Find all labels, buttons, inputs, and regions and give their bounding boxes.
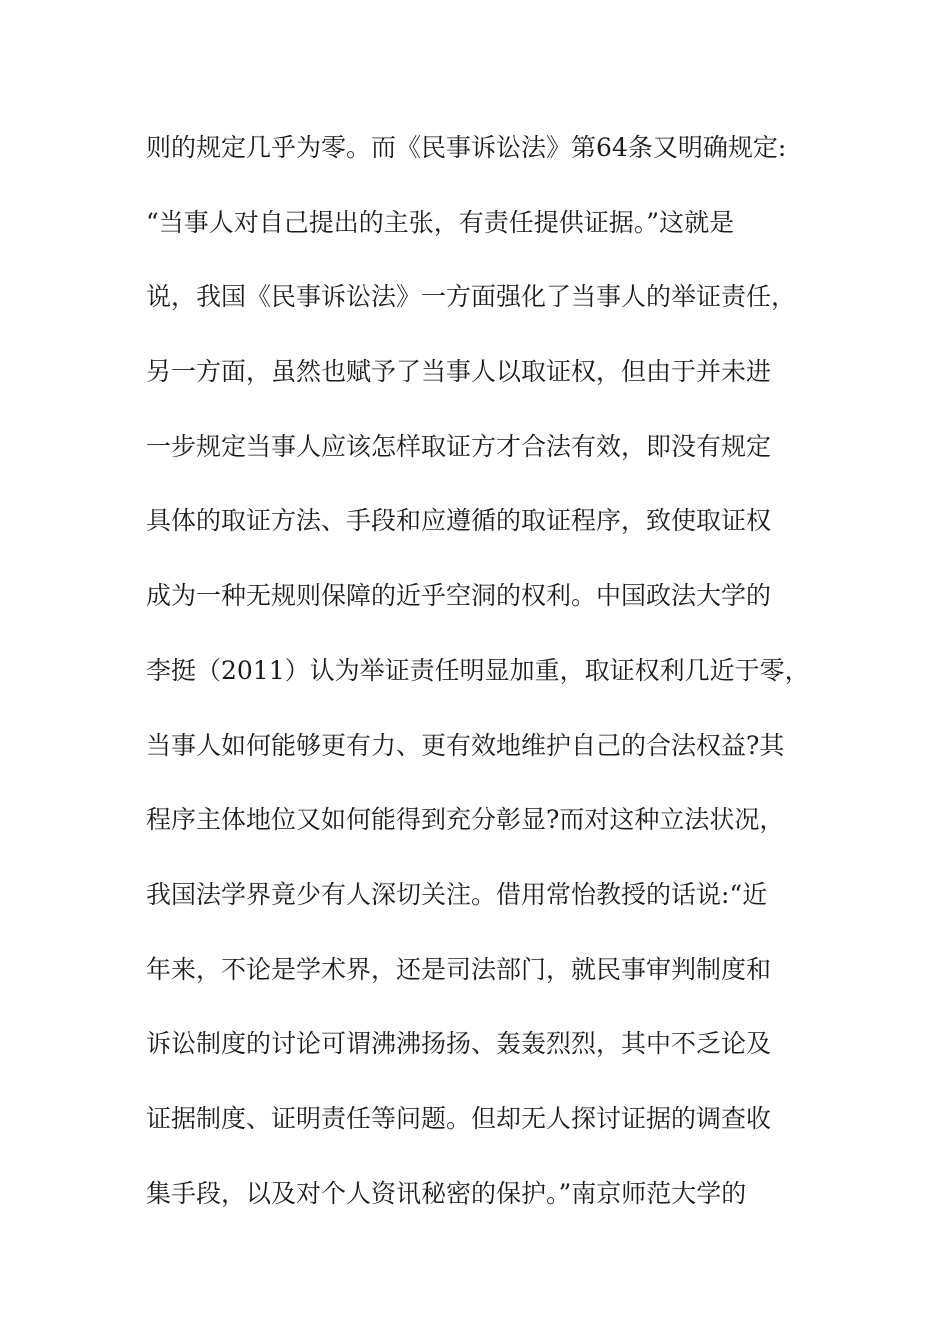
text-line: 成为一种无规则保障的近乎空洞的权利。中国政法大学的 (146, 581, 772, 611)
text-line: 诉讼制度的讨论可谓沸沸扬扬、轰轰烈烈，其中不乏论及 (146, 1029, 772, 1059)
text-line: 具体的取证方法、手段和应遵循的取证程序，致使取证权 (146, 506, 772, 536)
text-line: 则的规定几乎为零。而《民事诉讼法》第64条又明确规定: (146, 133, 787, 162)
text-line: 证据制度、证明责任等问题。但却无人探讨证据的调查收 (146, 1103, 772, 1133)
text-line: 当事人如何能够更有力、更有效地维护自己的合法权益?其 (146, 730, 785, 760)
text-line: 说，我国《民事诉讼法》一方面强化了当事人的举证责任， (146, 282, 797, 312)
text-line: 集手段，以及对个人资讯秘密的保护。”南京师范大学的 (146, 1178, 747, 1208)
text-line: 程序主体地位又如何能得到充分彰显?而对这种立法状况， (146, 805, 785, 835)
text-line: 年来，不论是学术界，还是司法部门，就民事审判制度和 (146, 954, 772, 984)
text-line: 另一方面，虽然也赋予了当事人以取证权，但由于并未进 (146, 357, 772, 387)
text-line: 我国法学界竟少有人深切关注。借用常怡教授的话说:“近 (146, 879, 768, 909)
body-paragraph (146, 124, 810, 1244)
text-line: 一步规定当事人应该怎样取证方才合法有效，即没有规定 (146, 431, 772, 461)
text-line: 李挺（2011）认为举证责任明显加重，取证权利几近于零， (146, 655, 810, 685)
text-line: “当事人对自己提出的主张，有责任提供证据。”这就是 (146, 207, 735, 237)
